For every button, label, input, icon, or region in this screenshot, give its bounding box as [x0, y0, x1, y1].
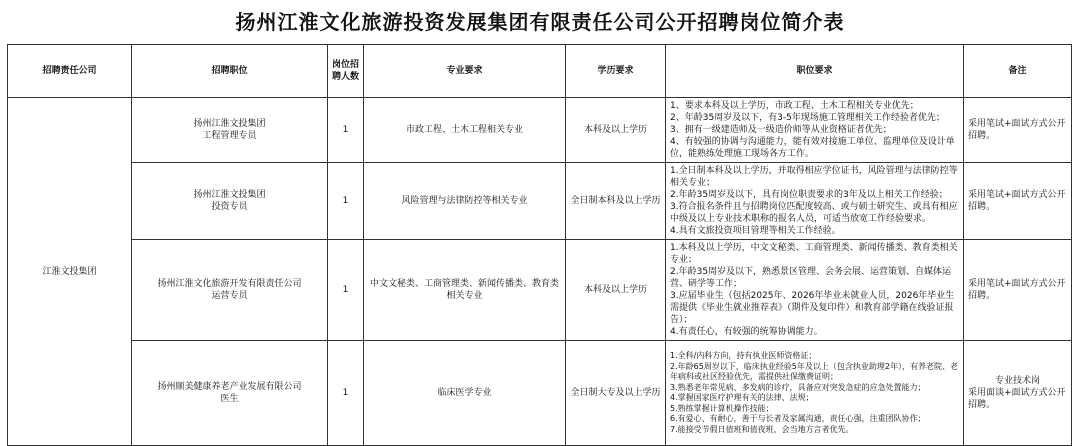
header-major: 专业要求 — [364, 45, 566, 98]
position-cell — [132, 163, 328, 240]
position-company: 扬州江淮文化旅游开发有限责任公司 — [157, 279, 302, 289]
position-company: 扬州顺美健康养老产业发展有限公司 — [157, 382, 302, 392]
count-cell: 1 — [328, 98, 364, 163]
table-row — [8, 163, 1072, 240]
remarks-method: 采用面谈+面试方式公开招聘。 — [968, 388, 1066, 410]
table-row — [8, 240, 1072, 341]
requirement-item: 1.本科及以上学历，中文文秘类、工商管理类、新闻传播类、教育类相关专业； — [670, 243, 958, 265]
table-row — [8, 98, 1072, 163]
education-cell: 全日制本科及以上学历 — [566, 163, 666, 240]
header-row — [8, 45, 1072, 98]
requirement-item: 2、年龄35周岁及以下，有3-5年现场施工管理相关工作经验者优先； — [670, 113, 945, 123]
position-company: 扬州江淮文投集团 — [193, 119, 266, 129]
requirement-item: 1.全日制本科及以上学历，并取得相应学位证书，风险管理与法律防控等相关专业； — [670, 166, 958, 188]
requirement-item: 3、拥有一级建造师及一级造价师等从业资格证者优先； — [670, 125, 892, 135]
requirement-item: 3.熟悉老年常见病、多发病的诊疗，具备应对突发急症的应急处置能力； — [670, 382, 926, 392]
requirement-item: 2.年龄35周岁及以下，具有岗位职责要求的3年及以上相关工作经验； — [670, 190, 948, 200]
major-cell: 中文文秘类、工商管理类、新闻传播类、教育类相关专业 — [364, 240, 566, 341]
requirement-item: 7.能接受节假日值班和值夜班，会当地方言者优先。 — [670, 424, 854, 434]
position-title: 医生 — [220, 394, 239, 404]
education-cell: 全日制大专及以上学历 — [566, 341, 666, 446]
header-company: 招聘责任公司 — [8, 45, 132, 98]
page-title: 扬州江淮文化旅游投资发展集团有限责任公司公开招聘岗位简介表 — [235, 10, 845, 34]
major-cell: 风险管理与法律防控等相关专业 — [364, 163, 566, 240]
requirement-item: 4.有责任心，有较强的统筹协调能力。 — [670, 327, 823, 337]
position-title: 投资专员 — [211, 202, 248, 212]
recruitment-table — [7, 44, 1072, 446]
remarks-type: 专业技术岗 — [994, 376, 1040, 386]
requirement-item: 4.具有文旅投资项目管理等相关工作经验。 — [670, 226, 841, 236]
requirement-item: 1、要求本科及以上学历，市政工程、土木工程相关专业优先； — [670, 101, 919, 111]
requirement-item: 4、有较强的协调与沟通能力，能有效对接施工单位、监理单位及设计单位，能熟练处理施工现场各方工作。 — [670, 137, 955, 159]
position-title: 运营专员 — [211, 291, 248, 301]
remarks-cell — [964, 341, 1072, 446]
requirement-item: 3.应届毕业生（包括2025年、2026年毕业未就业人员，2026年毕业生需提供《毕业生就业推荐表》（期件及复印件）和教育部学籍在线验证报告）； — [670, 291, 955, 325]
major-cell: 临床医学专业 — [364, 341, 566, 446]
position-cell — [132, 341, 328, 446]
count-cell: 1 — [328, 163, 364, 240]
requirements-cell — [666, 163, 964, 240]
education-cell: 本科及以上学历 — [566, 240, 666, 341]
requirement-item: 4.掌握国家医疗护理有关的法律、法规； — [670, 393, 814, 402]
requirement-item: 3.符合报名条件且与招聘岗位匹配度较高、或与硕士研究生、或具有相应中级及以上专业技术职称的报名人员，可适当放宽工作经验要求。 — [670, 202, 958, 224]
requirement-item: 6.有爱心、有耐心，善于与长者及家属沟通，责任心强，注重团队协作； — [670, 414, 926, 423]
remarks-cell: 采用笔试+面试方式公开招聘。 — [964, 98, 1072, 163]
header-count: 岗位招聘人数 — [328, 45, 364, 98]
remarks-cell: 采用笔试+面试方式公开招聘。 — [964, 163, 1072, 240]
requirements-cell — [666, 341, 964, 446]
requirements-cell — [666, 240, 964, 341]
remarks-cell: 采用笔试+面试方式公开招聘。 — [964, 240, 1072, 341]
position-title: 工程管理专员 — [202, 131, 257, 141]
header-remarks: 备注 — [964, 45, 1072, 98]
requirements-cell — [666, 98, 964, 163]
header-requirements: 职位要求 — [666, 45, 964, 98]
requirement-item: 2.年龄35周岁及以下，熟悉景区管理、会务会展、运营策划、自媒体运营、研学等工作； — [670, 267, 952, 289]
major-cell: 市政工程、土木工程相关专业 — [364, 98, 566, 163]
company-cell: 江淮文投集团 — [8, 98, 132, 446]
count-cell: 1 — [328, 341, 364, 446]
count-cell: 1 — [328, 240, 364, 341]
requirement-item: 2.年龄65周岁以下，临床执业经验5年及以上（包含执业助理2年），有养老院、老年病科或社区经验优先，需提供社保缴费证明； — [670, 361, 958, 381]
table-row — [8, 341, 1072, 446]
position-cell — [132, 98, 328, 163]
header-education: 学历要求 — [566, 45, 666, 98]
requirement-item: 5.熟练掌握计算机操作技能； — [670, 403, 774, 413]
position-cell — [132, 240, 328, 341]
education-cell: 本科及以上学历 — [566, 98, 666, 163]
header-position: 招聘职位 — [132, 45, 328, 98]
requirement-item: 1.全科/内科方向，持有执业医师资格证； — [670, 351, 817, 360]
position-company: 扬州江淮文投集团 — [193, 190, 266, 200]
